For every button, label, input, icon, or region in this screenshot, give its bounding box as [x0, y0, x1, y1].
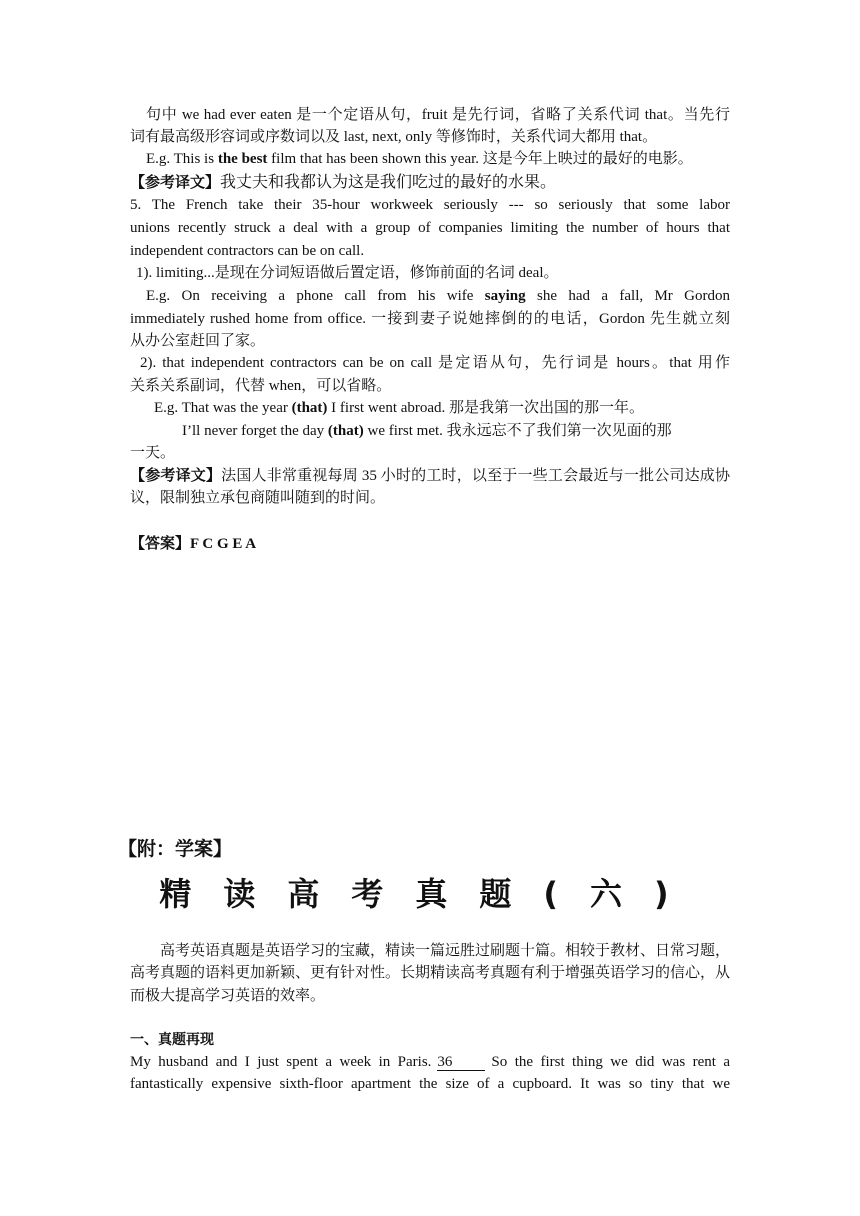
reference-tag: 【参考译文】: [130, 466, 222, 484]
emphasis-text: (that): [291, 400, 328, 416]
example-sentence: E.g. This is the best film that has been shown this year. 这是今年上映过的最好的电影。: [146, 151, 693, 167]
emphasis-text: the best: [217, 151, 268, 167]
explanation-line: 词有最高级形容词或序数词以及 last, next, only 等修饰时，关系代词大都用 that。: [130, 129, 658, 145]
answer-value: F C G E A: [190, 536, 257, 552]
example-sentence: I’ll never forget the day (that) we first met. 我永远忘不了我们第一次见面的那: [182, 423, 672, 439]
page-title: 精读高考真题(六): [159, 875, 701, 913]
analysis-point: 关系关系副词，代替 when，可以省略。: [130, 378, 392, 394]
example-sentence: immediately rushed home from office. 一接到妻子说她摔倒的的电话，Gordon 先生就立刻: [130, 311, 730, 327]
example-sentence: 一天。: [130, 445, 176, 461]
example-sentence: E.g. On receiving a phone call from his wife saying she had a fall, Mr Gordon: [146, 288, 730, 304]
passage-line: fantastically expensive sixth-floor apartment the size of a cupboard. It was so tiny that we: [130, 1076, 730, 1092]
question-sentence: independent contractors can be on call.: [130, 243, 365, 259]
answer-tag: 【答案】: [130, 534, 191, 552]
intro-paragraph: 高考英语真题是英语学习的宝藏，精读一篇远胜过刷题十篇。相较于教材、日常习题，: [160, 943, 731, 959]
example-sentence: E.g. That was the year (that) I first went abroad. 那是我第一次出国的那一年。: [154, 400, 645, 416]
emphasis-text: saying: [484, 288, 526, 304]
answer-line: [130, 532, 730, 555]
question-sentence: unions recently struck a deal with a group of companies limiting the number of hours that: [130, 220, 730, 236]
reference-translation: 【参考译文】我丈夫和我都认为这是我们吃过的最好的水果。: [130, 173, 557, 191]
emphasis-text: (that): [327, 423, 364, 439]
section-heading: 一、真题再现: [130, 1032, 214, 1048]
appendix-label: 【附：学案】: [118, 838, 233, 860]
question-sentence: 5. The French take their 35-hour workweek seriously --- so seriously that some labor: [130, 197, 730, 213]
intro-paragraph: 而极大提高学习英语的效率。: [130, 988, 326, 1004]
answer-blank: 36: [437, 1054, 485, 1071]
reference-tag: 【参考译文】: [130, 173, 221, 191]
reference-translation: 议，限制独立承包商随叫随到的时间。: [130, 490, 386, 506]
reference-translation: 【参考译文】法国人非常重视每周 35 小时的工时，以至于一些工会最近与一批公司达成协: [130, 466, 730, 484]
passage-line: My husband and I just spent a week in Paris. 36 So the first thing we did was rent a: [130, 1054, 730, 1070]
analysis-point: 2). that independent contractors can be on call 是定语从句，先行词是 hours。that 用作: [140, 355, 730, 371]
example-sentence: 从办公室赶回了家。: [130, 333, 266, 349]
intro-paragraph: 高考真题的语料更加新颖、更有针对性。长期精读高考真题有利于增强英语学习的信心，从: [130, 965, 731, 981]
analysis-point: 1). limiting...是现在分词短语做后置定语，修饰前面的名词 deal。: [136, 265, 559, 281]
explanation-line: 句中 we had ever eaten 是一个定语从句，fruit 是先行词，省略了关系代词 that。当先行: [146, 107, 730, 123]
